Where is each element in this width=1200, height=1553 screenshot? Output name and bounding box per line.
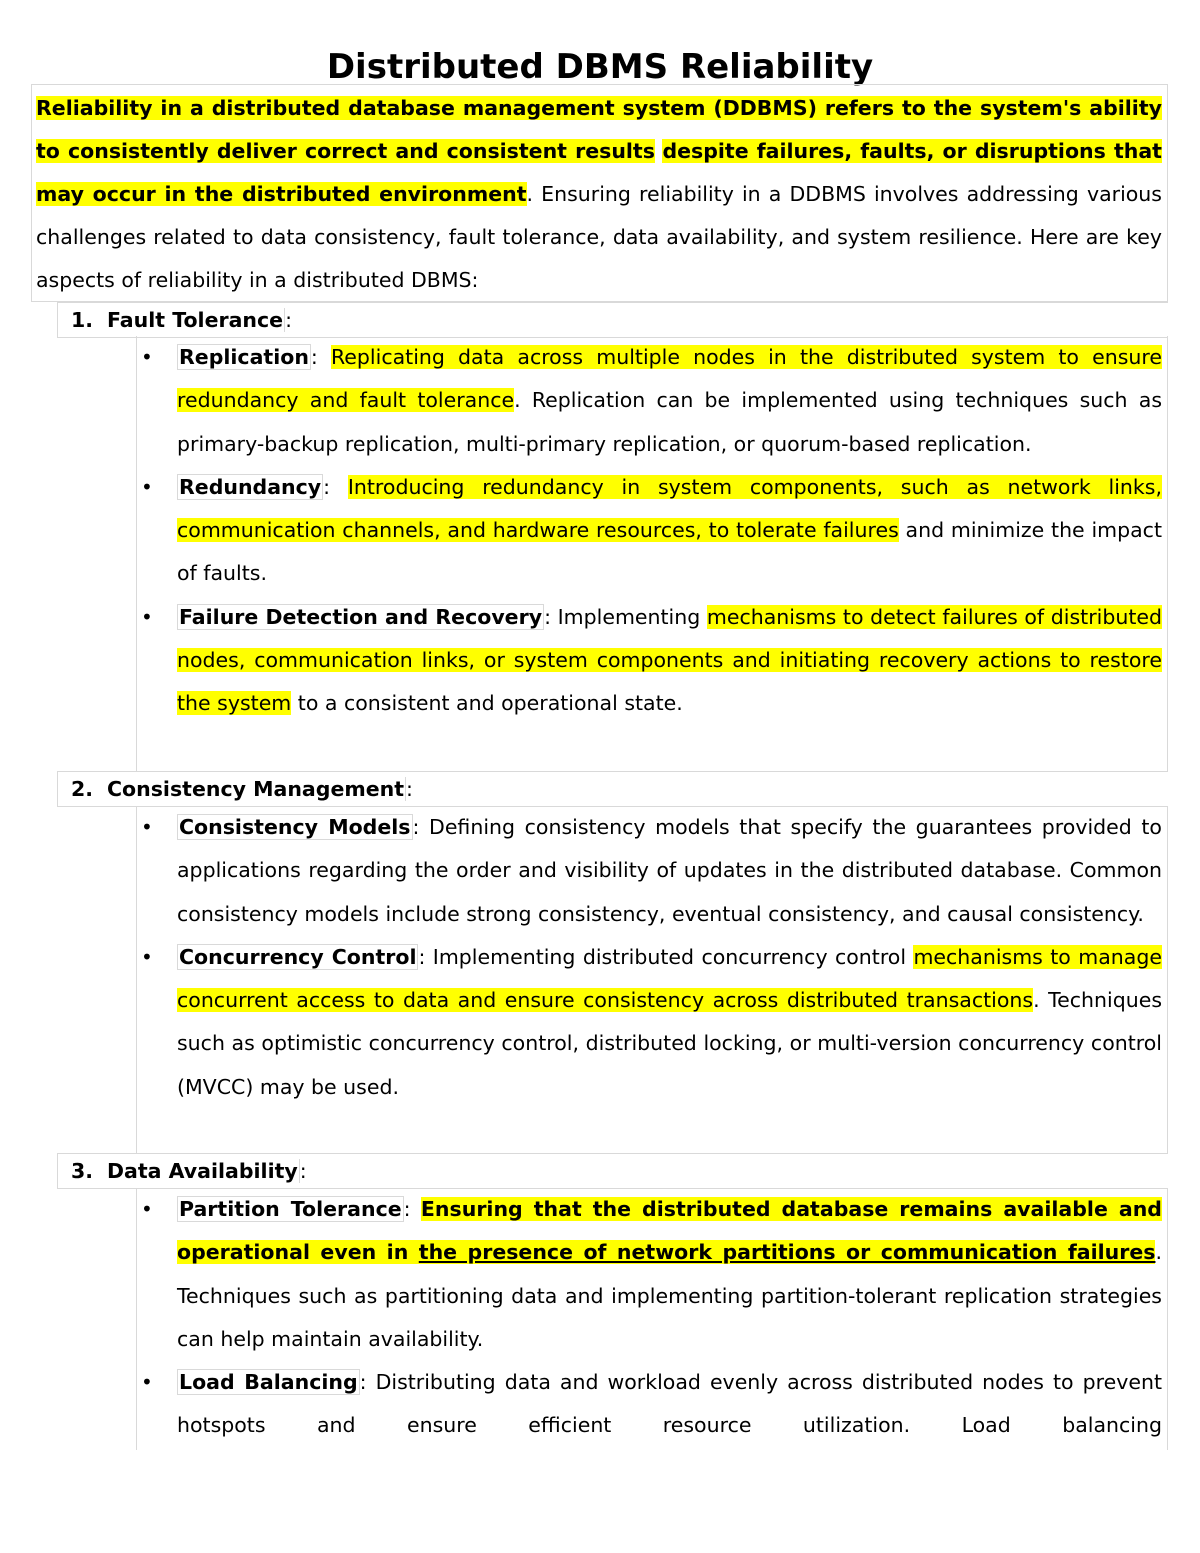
body-text: . Techniques such as partitioning data and implementing partition-tolerant replication strategies can help maintain availability. bbox=[177, 1240, 1162, 1351]
highlight-text: mechanisms to detect failures of distributed nodes, communication links, or system components and initiating recovery actions to restore the system bbox=[177, 604, 1162, 716]
section-title-colon: : bbox=[285, 308, 292, 332]
section-body-consistency-management bbox=[136, 806, 1168, 1154]
section-title-text: Fault Tolerance bbox=[107, 308, 284, 332]
section-number: 3. bbox=[71, 1159, 94, 1183]
term-sep: : bbox=[544, 604, 558, 629]
page-title: Distributed DBMS Reliability bbox=[326, 47, 874, 87]
list-item-text bbox=[177, 1188, 1162, 1361]
section-heading-fault-tolerance bbox=[57, 302, 1168, 338]
term-sep: : bbox=[418, 944, 433, 969]
pre-text: Implementing bbox=[557, 604, 707, 629]
bullet-icon: • bbox=[141, 1197, 153, 1221]
body-text: Distributing data and workload evenly across distributed nodes to prevent hotspots and ensure efficient resource utilization. Load balancing bbox=[177, 1370, 1162, 1438]
term-label: Failure Detection and Recovery bbox=[179, 604, 543, 629]
list-item-partition-tolerance bbox=[137, 1188, 1167, 1361]
body-text: . Techniques such as optimistic concurrency control, distributed locking, or multi-version concurrency control (MVCC) may be used. bbox=[177, 988, 1163, 1099]
list-item-text bbox=[177, 806, 1162, 936]
section-body-data-availability bbox=[136, 1188, 1168, 1450]
term-label: Consistency Models bbox=[179, 815, 411, 839]
term-sep: : bbox=[412, 815, 430, 839]
body-text: and minimize the impact of faults. bbox=[177, 518, 1162, 586]
intro-paragraph bbox=[32, 85, 1167, 302]
term-sep: : bbox=[359, 1370, 376, 1395]
body-text: to a consistent and operational state. bbox=[291, 691, 683, 716]
bullet-icon: • bbox=[141, 1370, 153, 1395]
term-label: Partition Tolerance bbox=[179, 1197, 402, 1221]
section-heading-data-availability bbox=[57, 1153, 1168, 1189]
list-item-text bbox=[177, 466, 1162, 596]
highlight-text: Introducing redundancy in system components, such as network links, communication channels, and hardware resources, to tolerate failures bbox=[177, 474, 1162, 543]
term-label: Concurrency Control bbox=[179, 944, 417, 969]
pre-text: Implementing distributed concurrency control bbox=[432, 944, 914, 969]
list-item-consistency-models bbox=[137, 806, 1167, 936]
highlight-text: Replicating data across multiple nodes in the distributed system to ensure redundancy and fault tolerance bbox=[177, 345, 1162, 413]
bullet-icon: • bbox=[141, 944, 153, 969]
term-label: Redundancy bbox=[179, 474, 322, 499]
list-item-redundancy bbox=[137, 466, 1167, 596]
term-sep: : bbox=[310, 345, 331, 369]
list-item-text bbox=[177, 1361, 1162, 1448]
list-item-text bbox=[177, 596, 1162, 726]
highlight-bold-underline-text: the presence of network partitions or communication failures bbox=[418, 1240, 1156, 1265]
section-title-text: Consistency Management bbox=[107, 777, 404, 801]
bullet-icon: • bbox=[141, 474, 153, 499]
intro-highlight-1: Reliability in a distributed database management system (DDBMS) refers to the system's ability to consistently deliver correct and consistent results bbox=[36, 96, 1162, 163]
section-number: 1. bbox=[71, 308, 94, 332]
section-heading-consistency-management bbox=[57, 771, 1168, 807]
list-item-text bbox=[177, 336, 1162, 466]
bullet-icon: • bbox=[141, 604, 153, 629]
list-item-load-balancing bbox=[137, 1361, 1167, 1448]
section-title-text: Data Availability bbox=[107, 1159, 298, 1183]
list-item-text bbox=[177, 936, 1162, 1109]
section-title bbox=[107, 1156, 307, 1186]
highlight-text: mechanisms to manage concurrent access to data and ensure consistency across distributed transactions bbox=[177, 944, 1162, 1013]
term-sep: : bbox=[323, 474, 348, 499]
bullet-icon: • bbox=[141, 345, 153, 369]
list-item-concurrency-control bbox=[137, 936, 1167, 1109]
section-title bbox=[107, 774, 413, 804]
term-label: Replication bbox=[179, 345, 309, 369]
list-item-failure-detection bbox=[137, 596, 1167, 726]
list-item-replication bbox=[137, 336, 1167, 466]
section-number: 2. bbox=[71, 777, 94, 801]
section-title bbox=[107, 305, 292, 335]
highlight-bold-text: Ensuring that the distributed database remains available and operational even in bbox=[177, 1197, 1162, 1265]
section-body-fault-tolerance bbox=[136, 336, 1168, 772]
intro-paragraph-box bbox=[31, 84, 1168, 302]
body-text: Defining consistency models that specify the guarantees provided to applications regarding the order and visibility of updates in the distributed database. Common consistency models include strong consistency, eventual consistency, and causal consistency. bbox=[177, 815, 1162, 926]
term-sep: : bbox=[403, 1197, 421, 1221]
section-title-colon: : bbox=[406, 777, 413, 801]
term-label: Load Balancing bbox=[179, 1370, 358, 1395]
section-title-colon: : bbox=[299, 1159, 307, 1183]
body-text: . Replication can be implemented using techniques such as primary-backup replication, multi-primary replication, or quorum-based replication. bbox=[177, 388, 1162, 456]
intro-rest: . Ensuring reliability in a DDBMS involves addressing various challenges related to data consistency, fault tolerance, data availability, and system resilience. Here are key aspects of reliability in a distributed DBMS: bbox=[36, 182, 1162, 292]
bullet-icon: • bbox=[141, 815, 153, 839]
intro-highlight-2: despite failures, faults, or disruptions that may occur in the distributed environment bbox=[36, 139, 1162, 206]
